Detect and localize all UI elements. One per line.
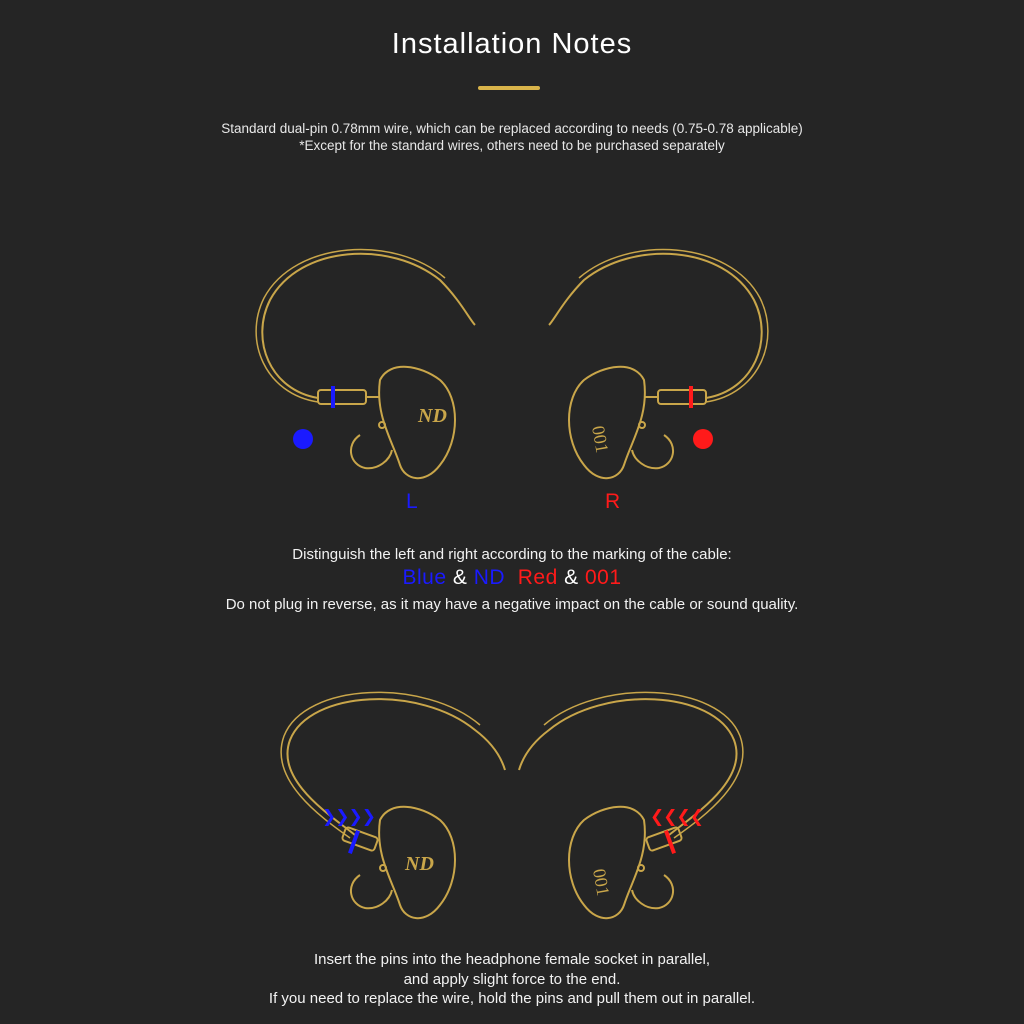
marking-code: 001 [584,566,622,589]
left-right-figure [0,240,1024,530]
left-logo: ND [418,405,447,427]
right-logo-2: 001 [589,867,614,898]
left-label: L [406,490,418,513]
right-connector [658,390,706,404]
intro-text [0,120,1024,154]
intro-line-2: *Except for the standard wires, others need to be purchased separately [299,138,725,153]
instruction-line-1: Distinguish the left and right according to the marking of the cable: [292,546,732,563]
right-connector-2 [646,827,683,852]
right-arrows: ❮❮❮❮ [650,807,703,827]
footer-line-2: and apply slight force to the end. [403,970,621,988]
left-connector-2 [342,827,379,852]
left-blue-dot [293,429,313,449]
right-logo: 001 [588,424,613,455]
right-red-marker [689,386,693,408]
right-earpiece-shell [569,367,645,478]
page-title: Installation Notes [391,28,633,60]
right-label: R [605,490,621,513]
left-blue-marker [331,386,335,408]
marking-red: Red [517,566,558,589]
footer-line-1: Insert the pins into the headphone female socket in parallel, [313,951,711,968]
intro-line-1: Standard dual-pin 0.78mm wire, which can be replaced according to needs (0.75-0.78 applicable) [221,121,803,136]
marking-blue: Blue [402,566,447,589]
marking-amp-1: & [452,566,468,589]
right-red-dot [693,429,713,449]
marking-legend [0,566,1024,590]
footer-line-3: If you need to replace the wire, hold the pins and pull them out in parallel. [268,990,756,1007]
insertion-figure [0,670,1024,930]
instruction-line-2: Do not plug in reverse, as it may have a negative impact on the cable or sound quality. [225,596,799,613]
right-cable [549,254,762,398]
left-arrows: ❯❯❯❯ [322,807,375,827]
title-underline [478,86,540,90]
marking-amp-2: & [564,566,579,589]
left-connector [318,390,366,404]
footer-instructions [0,950,1024,1009]
left-cable [262,254,475,398]
marking-nd: ND [473,566,506,589]
right-earpiece-shell-2 [569,807,645,918]
left-logo-2: ND [405,853,434,875]
